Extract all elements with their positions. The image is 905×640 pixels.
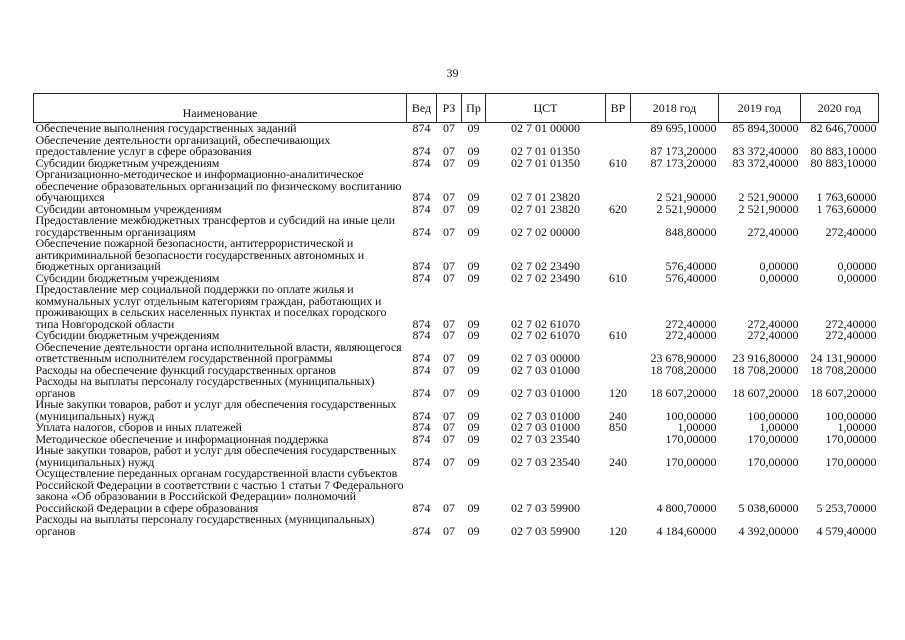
cell-pr: 09: [467, 201, 480, 216]
cell-2019: 272,40000: [747, 328, 799, 342]
cell-vr: 610: [609, 328, 627, 342]
cell-2020: 4 579,40000: [816, 523, 877, 538]
cell-cst: 02 7 02 61070: [511, 316, 580, 331]
cell-name: Расходы на обеспечение функций государственных органов: [35, 362, 336, 377]
cell-2018: 89 695,10000: [650, 121, 717, 135]
header-pr: Пр: [462, 94, 486, 123]
cell-rz: 07: [443, 328, 455, 342]
cell-2020: 1 763,60000: [816, 201, 877, 216]
page-number: 39: [446, 66, 459, 80]
cell-2019: 1,00000: [759, 420, 799, 434]
cell-ved: 874: [412, 155, 431, 170]
cell-2018: 170,00000: [665, 454, 717, 469]
cell-ved: 874: [412, 500, 431, 515]
cell-2020: 80 883,10000: [810, 155, 877, 170]
cell-cst: 02 7 03 00000: [511, 351, 580, 365]
cell-cst: 02 7 03 01000: [511, 408, 580, 423]
cell-2019: 170,00000: [747, 431, 799, 446]
cell-cst: 02 7 01 01350: [511, 155, 580, 170]
cell-ved: 874: [412, 224, 431, 239]
cell-rz: 07: [443, 144, 455, 158]
cell-name: Организационно-методическое и информационно-аналитическое обеспечение образовательных организаций по физическому воспитанию обучающихся: [35, 167, 402, 204]
cell-2019: 170,00000: [747, 454, 799, 469]
cell-2020: 18 708,20000: [810, 362, 877, 377]
cell-2018: 18 708,20000: [650, 362, 717, 377]
cell-2018: 170,00000: [665, 431, 717, 446]
cell-vr: 610: [609, 155, 627, 170]
cell-2018: 23 678,90000: [650, 351, 717, 365]
cell-name: Обеспечение деятельности организаций, обеспечивающих предоставление услуг в сфере образования: [35, 132, 331, 158]
table-row: [34, 238, 879, 273]
header-2020: 2020 год: [801, 94, 879, 123]
cell-2018: 4 184,60000: [656, 523, 717, 538]
cell-pr: 09: [467, 500, 480, 515]
cell-pr: 09: [467, 523, 480, 538]
cell-cst: 02 7 03 01000: [511, 420, 580, 434]
cell-ved: 874: [412, 420, 431, 434]
cell-ved: 874: [412, 270, 431, 285]
table-row: [34, 468, 879, 514]
cell-name: Субсидии бюджетным учреждениям: [35, 270, 220, 285]
header-vr: ВР: [606, 94, 631, 123]
cell-2018: 2 521,90000: [656, 190, 717, 204]
table-row: [34, 445, 879, 468]
cell-ved: 874: [412, 351, 431, 365]
cell-pr: 09: [467, 328, 480, 342]
cell-2018: 848,80000: [665, 224, 717, 239]
cell-pr: 09: [467, 190, 480, 204]
cell-2018: 272,40000: [665, 316, 717, 331]
cell-vr: 610: [609, 270, 627, 285]
cell-pr: 09: [467, 259, 480, 273]
header-2019: 2019 год: [719, 94, 801, 123]
cell-vr: [606, 468, 631, 514]
cell-2019: 272,40000: [747, 316, 799, 331]
cell-2018: 2 521,90000: [656, 201, 717, 216]
cell-vr: [606, 135, 631, 158]
cell-name: Субсидии бюджетным учреждениям: [35, 155, 220, 170]
cell-name: Предоставление межбюджетных трансфертов и субсидий на иные цели государственным организациям: [35, 213, 395, 239]
cell-cst: 02 7 02 61070: [511, 328, 580, 342]
cell-2020: 24 131,90000: [810, 351, 877, 365]
cell-cst: 02 7 01 00000: [511, 121, 580, 135]
cell-name: Субсидии автономным учреждениям: [35, 201, 222, 216]
cell-2018: 576,40000: [665, 270, 717, 285]
cell-ved: 874: [412, 190, 431, 204]
cell-2018: 1,00000: [677, 420, 717, 434]
cell-name: Обеспечение выполнения государственных заданий: [35, 121, 297, 135]
cell-rz: 07: [443, 155, 455, 170]
cell-vr: 850: [609, 420, 627, 434]
header-cst: ЦСТ: [486, 94, 606, 123]
table-row: [34, 399, 879, 422]
cell-name: Методическое обеспечение и информационная поддержка: [35, 431, 329, 446]
cell-cst: 02 7 03 59900: [511, 500, 580, 515]
cell-vr: [606, 284, 631, 330]
table-row: [34, 284, 879, 330]
cell-name: Расходы на выплаты персоналу государственных (муниципальных) органов: [35, 374, 375, 400]
cell-pr: 09: [467, 420, 480, 434]
cell-vr: [606, 123, 631, 135]
table-row: [34, 514, 879, 537]
cell-2018: 87 173,20000: [650, 155, 717, 170]
cell-rz: 07: [443, 201, 455, 216]
cell-2018: 4 800,70000: [656, 500, 717, 515]
table-row: [34, 215, 879, 238]
cell-name: Осуществление переданных органам государственной власти субъектов Российской Федерации в соответствии с частью 1 статьи 7 Федерального закона «Об образовании в Российской Федерации» полномочий Российской Федерации в сфере образования: [35, 466, 404, 515]
cell-pr: 09: [467, 316, 480, 331]
cell-ved: 874: [412, 431, 431, 446]
cell-2019: 4 392,00000: [738, 523, 799, 538]
cell-rz: 07: [443, 224, 455, 239]
cell-name: Обеспечение деятельности органа исполнительной власти, являющегося ответственным исполнителем государственной программы: [35, 339, 402, 365]
table-row: [34, 135, 879, 158]
cell-2020: 272,40000: [825, 224, 877, 239]
cell-ved: 874: [412, 144, 431, 158]
cell-2019: 2 521,90000: [738, 201, 799, 216]
table-row: [34, 342, 879, 365]
cell-2019: 18 607,20000: [732, 385, 799, 400]
cell-ved: 874: [412, 454, 431, 469]
cell-pr: 09: [467, 408, 480, 423]
header-ved: Вед: [407, 94, 437, 123]
header-name: Наименование: [34, 94, 407, 123]
cell-2018: 18 607,20000: [650, 385, 717, 400]
cell-vr: [606, 342, 631, 365]
table-header-row: [34, 94, 879, 123]
cell-2018: 576,40000: [665, 259, 717, 273]
cell-cst: 02 7 03 59900: [511, 523, 580, 538]
cell-2020: 100,00000: [825, 408, 877, 423]
cell-rz: 07: [443, 523, 455, 538]
cell-cst: 02 7 03 01000: [511, 362, 580, 377]
cell-rz: 07: [443, 259, 455, 273]
cell-ved: 874: [412, 362, 431, 377]
cell-2019: 0,00000: [759, 270, 799, 285]
cell-ved: 874: [412, 316, 431, 331]
cell-2018: 87 173,20000: [650, 144, 717, 158]
cell-2019: 5 038,60000: [738, 500, 799, 515]
cell-name: Расходы на выплаты персоналу государственных (муниципальных) органов: [35, 512, 375, 538]
cell-ved: 874: [412, 121, 431, 135]
cell-vr: 240: [609, 408, 627, 423]
cell-rz: 07: [443, 454, 455, 469]
cell-vr: 620: [609, 201, 627, 216]
cell-pr: 09: [467, 121, 480, 135]
cell-rz: 07: [443, 190, 455, 204]
budget-table: [33, 93, 879, 537]
cell-vr: 120: [609, 523, 627, 538]
cell-cst: 02 7 01 01350: [511, 144, 580, 158]
cell-pr: 09: [467, 431, 480, 446]
cell-cst: 02 7 03 23540: [511, 431, 580, 446]
cell-cst: 02 7 02 23490: [511, 259, 580, 273]
cell-rz: 07: [443, 385, 455, 400]
cell-cst: 02 7 02 23490: [511, 270, 580, 285]
cell-rz: 07: [443, 351, 455, 365]
cell-pr: 09: [467, 270, 480, 285]
cell-pr: 09: [467, 144, 480, 158]
cell-2020: 0,00000: [837, 259, 877, 273]
cell-pr: 09: [467, 454, 480, 469]
cell-2019: 0,00000: [759, 259, 799, 273]
cell-rz: 07: [443, 420, 455, 434]
cell-cst: 02 7 01 23820: [511, 190, 580, 204]
cell-2018: 100,00000: [665, 408, 717, 423]
cell-vr: [606, 365, 631, 377]
cell-2019: 23 916,80000: [732, 351, 799, 365]
cell-vr: [606, 169, 631, 204]
cell-rz: 07: [443, 408, 455, 423]
cell-2019: 83 372,40000: [732, 144, 799, 158]
cell-2020: 170,00000: [825, 454, 877, 469]
cell-name: Предоставление мер социальной поддержки по оплате жилья и коммунальных услуг отдельным категориям граждан, работающих и проживающих в сельских населенных пунктах и поселках городского типа Новгородской области: [35, 282, 387, 331]
cell-pr: 09: [467, 224, 480, 239]
cell-name: Иные закупки товаров, работ и услуг для обеспечения государственных (муниципальных) нужд: [35, 443, 397, 469]
cell-2019: 272,40000: [747, 224, 799, 239]
cell-ved: 874: [412, 408, 431, 423]
header-rz: РЗ: [437, 94, 462, 123]
cell-rz: 07: [443, 431, 455, 446]
cell-2019: 18 708,20000: [732, 362, 799, 377]
cell-name: Субсидии бюджетным учреждениям: [35, 328, 220, 342]
cell-2020: 82 646,70000: [810, 121, 877, 135]
header-2018: 2018 год: [631, 94, 719, 123]
cell-2020: 272,40000: [825, 316, 877, 331]
cell-2020: 170,00000: [825, 431, 877, 446]
cell-ved: 874: [412, 523, 431, 538]
cell-cst: 02 7 01 23820: [511, 201, 580, 216]
cell-cst: 02 7 02 00000: [511, 224, 580, 239]
cell-2020: 272,40000: [825, 328, 877, 342]
table-body: [34, 123, 879, 538]
cell-name: Иные закупки товаров, работ и услуг для обеспечения государственных (муниципальных) нужд: [35, 397, 397, 423]
cell-2019: 100,00000: [747, 408, 799, 423]
cell-vr: [606, 215, 631, 238]
cell-ved: 874: [412, 385, 431, 400]
table-row: [34, 376, 879, 399]
cell-2019: 2 521,90000: [738, 190, 799, 204]
cell-vr: [606, 434, 631, 446]
cell-pr: 09: [467, 362, 480, 377]
cell-rz: 07: [443, 362, 455, 377]
table-row: [34, 169, 879, 204]
cell-rz: 07: [443, 270, 455, 285]
cell-ved: 874: [412, 201, 431, 216]
cell-ved: 874: [412, 328, 431, 342]
cell-name: Уплата налогов, сборов и иных платежей: [35, 420, 242, 434]
cell-vr: [606, 238, 631, 273]
cell-rz: 07: [443, 121, 455, 135]
cell-pr: 09: [467, 385, 480, 400]
cell-2019: 85 894,30000: [732, 121, 799, 135]
cell-cst: 02 7 03 01000: [511, 385, 580, 400]
cell-ved: 874: [412, 259, 431, 273]
cell-2020: 1 763,60000: [816, 190, 877, 204]
cell-cst: 02 7 03 23540: [511, 454, 580, 469]
cell-2018: 272,40000: [665, 328, 717, 342]
cell-rz: 07: [443, 316, 455, 331]
cell-2020: 18 607,20000: [810, 385, 877, 400]
cell-name: Обеспечение пожарной безопасности, антитеррористической и антикриминальной безопасности государственных автономных и бюджетных организаций: [35, 236, 365, 273]
cell-2020: 1,00000: [837, 420, 877, 434]
cell-2020: 5 253,70000: [816, 500, 877, 515]
cell-2020: 80 883,10000: [810, 144, 877, 158]
cell-vr: 240: [609, 454, 627, 469]
cell-2020: 0,00000: [837, 270, 877, 285]
cell-pr: 09: [467, 155, 480, 170]
cell-2019: 83 372,40000: [732, 155, 799, 170]
cell-vr: 120: [609, 385, 627, 400]
cell-pr: 09: [467, 351, 480, 365]
cell-rz: 07: [443, 500, 455, 515]
